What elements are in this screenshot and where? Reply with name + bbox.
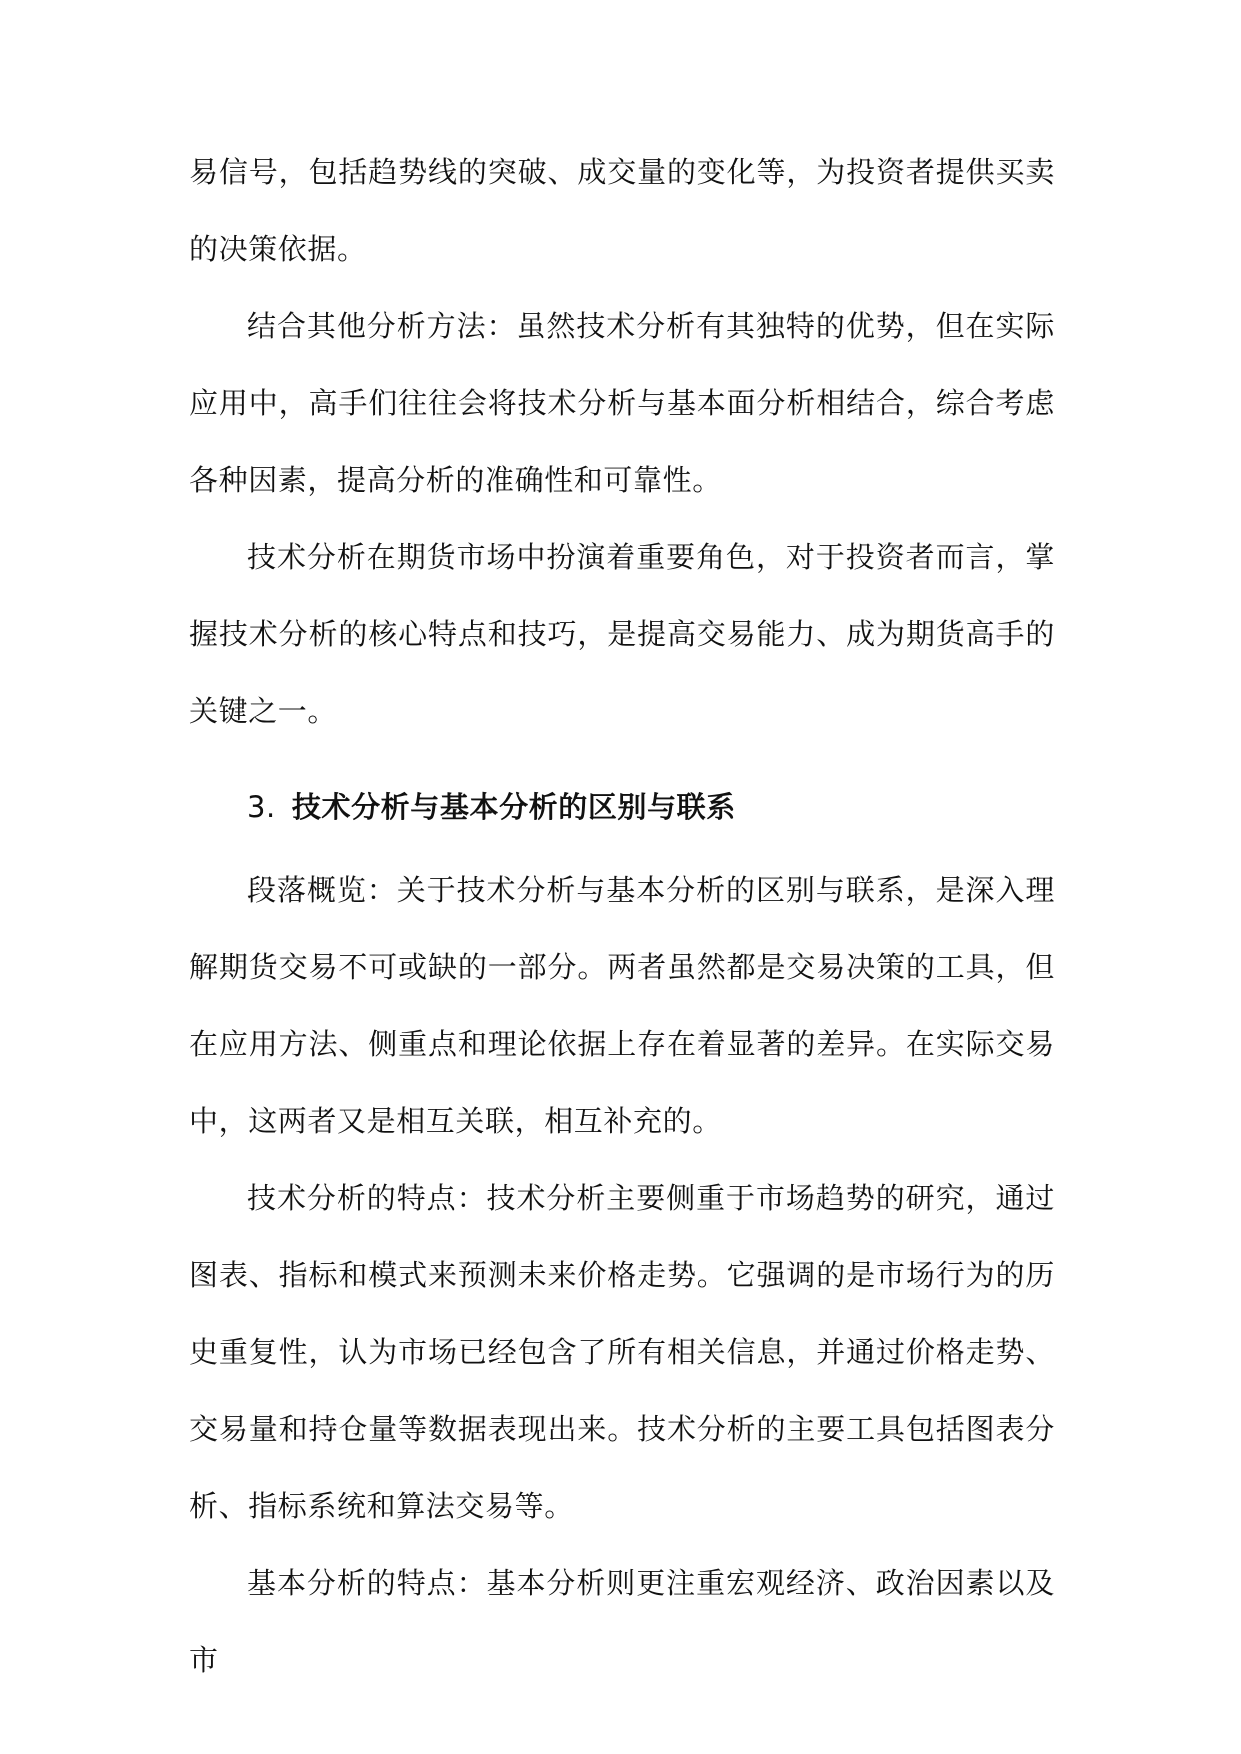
paragraph-overview: 段落概览：关于技术分析与基本分析的区别与联系，是深入理解期货交易不可或缺的一部分。两者虽然都是交易决策的工具，但在应用方法、侧重点和理论依据上存在着显著的差异。在实际交易中，这两者又是相互关联，相互补充的。	[189, 873, 1055, 1138]
paragraph-continued: 易信号，包括趋势线的突破、成交量的变化等，为投资者提供买卖的决策依据。	[189, 155, 1055, 266]
section-heading	[189, 762, 1055, 852]
section-title: 技术分析与基本分析的区别与联系	[291, 790, 736, 824]
paragraph-technical-role: 技术分析在期货市场中扮演着重要角色，对于投资者而言，掌握技术分析的核心特点和技巧，是提高交易能力、成为期货高手的关键之一。	[189, 540, 1055, 728]
page-content	[189, 134, 1055, 1699]
paragraph-combine-methods: 结合其他分析方法：虽然技术分析有其独特的优势，但在实际应用中，高手们往往会将技术分析与基本面分析相结合，综合考虑各种因素，提高分析的准确性和可靠性。	[189, 309, 1055, 497]
paragraph-fundamental-features: 基本分析的特点：基本分析则更注重宏观经济、政治因素以及市	[189, 1566, 1055, 1677]
paragraph-technical-features: 技术分析的特点：技术分析主要侧重于市场趋势的研究，通过图表、指标和模式来预测未来价格走势。它强调的是市场行为的历史重复性，认为市场已经包含了所有相关信息，并通过价格走势、交易量和持仓量等数据表现出来。技术分析的主要工具包括图表分析、指标系统和算法交易等。	[189, 1181, 1055, 1523]
section-number: 3.	[247, 790, 276, 824]
